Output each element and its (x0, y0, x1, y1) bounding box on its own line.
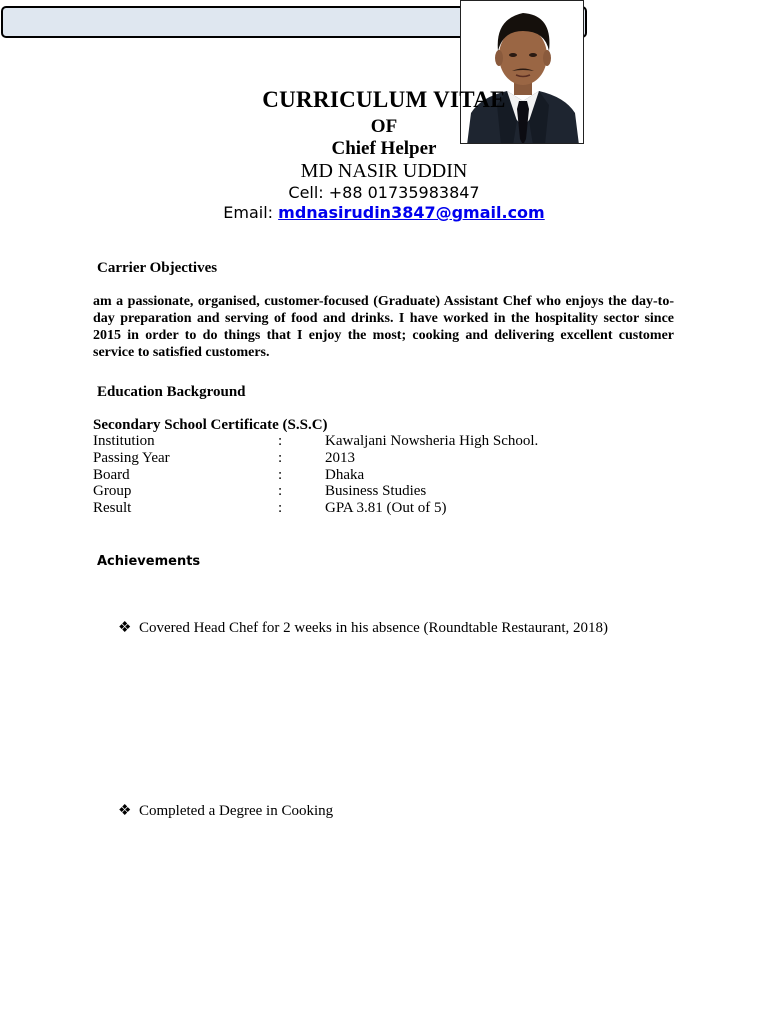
education-row-key: Result (93, 500, 132, 516)
education-row-sep: : (278, 483, 283, 499)
education-row (93, 467, 693, 484)
bullet-diamond-icon: ❖ (118, 620, 132, 636)
title-of: OF (370, 116, 398, 137)
achievement-item (118, 618, 608, 637)
email-link[interactable]: mdnasirudin3847@gmail.com (278, 203, 545, 222)
education-heading: Education Background (97, 384, 246, 400)
email-label: Email: (223, 203, 279, 222)
objectives-heading: Carrier Objectives (97, 260, 218, 276)
education-row (93, 450, 693, 467)
education-exam: Secondary School Certificate (S.S.C) (93, 417, 328, 433)
education-row-sep: : (278, 467, 283, 483)
education-row-value: Business Studies (325, 483, 427, 499)
education-row-key: Board (93, 467, 130, 483)
candidate-name: MD NASIR UDDIN (300, 160, 468, 182)
education-row-sep: : (278, 433, 283, 449)
achievement-item (118, 801, 333, 820)
bullet-diamond-icon: ❖ (118, 803, 132, 819)
achievements-heading: Achievements (97, 554, 201, 569)
education-row-key: Institution (93, 433, 155, 449)
education-row-sep: : (278, 450, 283, 466)
email-line (0, 203, 768, 222)
objectives-text: am a passionate, organised, customer-focused (Graduate) Assistant Chef who enjoys the day-to-day preparation and serving of food and drinks. I have worked in the hospitality sector since 2015 in order to do things that I enjoy the most; cooking and delivering excellent customer service to satisfied customers. (93, 294, 674, 360)
education-row (93, 483, 693, 500)
achievement-text: Covered Head Chef for 2 weeks in his absence (Roundtable Restaurant, 2018) (139, 620, 609, 636)
education-row (93, 500, 693, 517)
education-row-key: Group (93, 483, 132, 499)
achievement-text: Completed a Degree in Cooking (139, 803, 334, 819)
education-row-value: Dhaka (325, 467, 365, 483)
job-role: Chief Helper (331, 138, 437, 159)
phone-number: Cell: +88 01735983847 (288, 183, 480, 202)
education-row-value: 2013 (325, 450, 355, 466)
education-row-value: GPA 3.81 (Out of 5) (325, 500, 447, 516)
education-row-value: Kawaljani Nowsheria High School. (325, 433, 539, 449)
education-row-sep: : (278, 500, 283, 516)
education-row-key: Passing Year (93, 450, 170, 466)
document-title: CURRICULUM VITAE (262, 87, 506, 112)
education-row (93, 433, 693, 450)
